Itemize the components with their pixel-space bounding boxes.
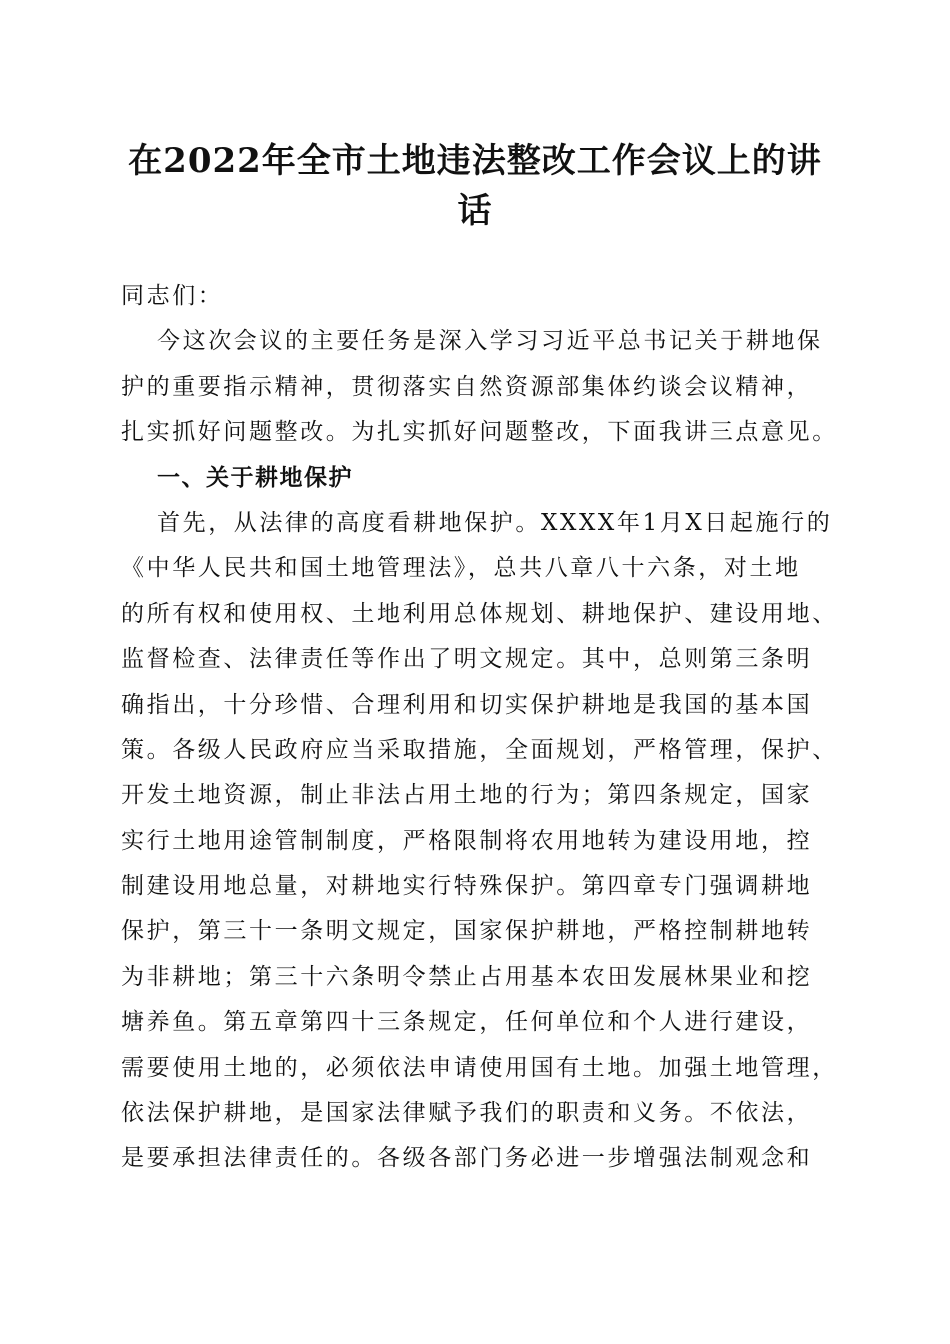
body-line: 保护，第三十一条明文规定，国家保护耕地，严格控制耕地转 <box>121 918 813 945</box>
body-line: 开发土地资源，制止非法占用土地的行为；第四条规定，国家 <box>121 782 813 809</box>
body-line: 监督检查、法律责任等作出了明文规定。其中，总则第三条明 <box>121 646 813 673</box>
body-line: 为非耕地；第三十六条明令禁止占用基本农田发展林果业和挖 <box>121 963 813 990</box>
body-line: 的所有权和使用权、土地利用总体规划、耕地保护、建设用地、 <box>121 600 838 627</box>
title-line: 在2022年全市土地违法整改工作会议上的讲 <box>128 141 822 181</box>
title-line: 话 <box>457 191 493 231</box>
document-body <box>121 274 839 1182</box>
body-line: 实行土地用途管制制度，严格限制将农用地转为建设用地，控 <box>121 827 813 854</box>
intro-line: 今这次会议的主要任务是深入学习习近平总书记关于耕地保 <box>157 328 823 355</box>
body-line: 首先，从法律的高度看耕地保护。XXXX年1月X日起施行的 <box>157 509 833 536</box>
body-line: 确指出，十分珍惜、合理利用和切实保护耕地是我国的基本国 <box>121 691 813 718</box>
body-line: 《中华人民共和国土地管理法》，总共八章八十六条，对土地 <box>121 555 801 582</box>
body-line: 依法保护耕地，是国家法律赋予我们的职责和义务。不依法， <box>121 1100 813 1127</box>
greeting: 同志们： <box>121 283 224 309</box>
body-line: 策。各级人民政府应当采取措施，全面规划，严格管理，保护、 <box>121 736 838 763</box>
body-line: 塘养鱼。第五章第四十三条规定，任何单位和个人进行建设， <box>121 1009 813 1036</box>
document-title <box>100 136 850 236</box>
intro-line: 护的重要指示精神，贯彻落实自然资源部集体约谈会议精神， <box>121 373 813 400</box>
body-line: 需要使用土地的，必须依法申请使用国有土地。加强土地管理， <box>121 1054 838 1081</box>
body-line: 是要承担法律责任的。各级各部门务必进一步增强法制观念和 <box>121 1145 813 1172</box>
section-heading: 一、关于耕地保护 <box>157 464 353 491</box>
intro-line: 扎实抓好问题整改。为扎实抓好问题整改，下面我讲三点意见。 <box>121 419 838 446</box>
body-line: 制建设用地总量，对耕地实行特殊保护。第四章专门强调耕地 <box>121 873 813 900</box>
